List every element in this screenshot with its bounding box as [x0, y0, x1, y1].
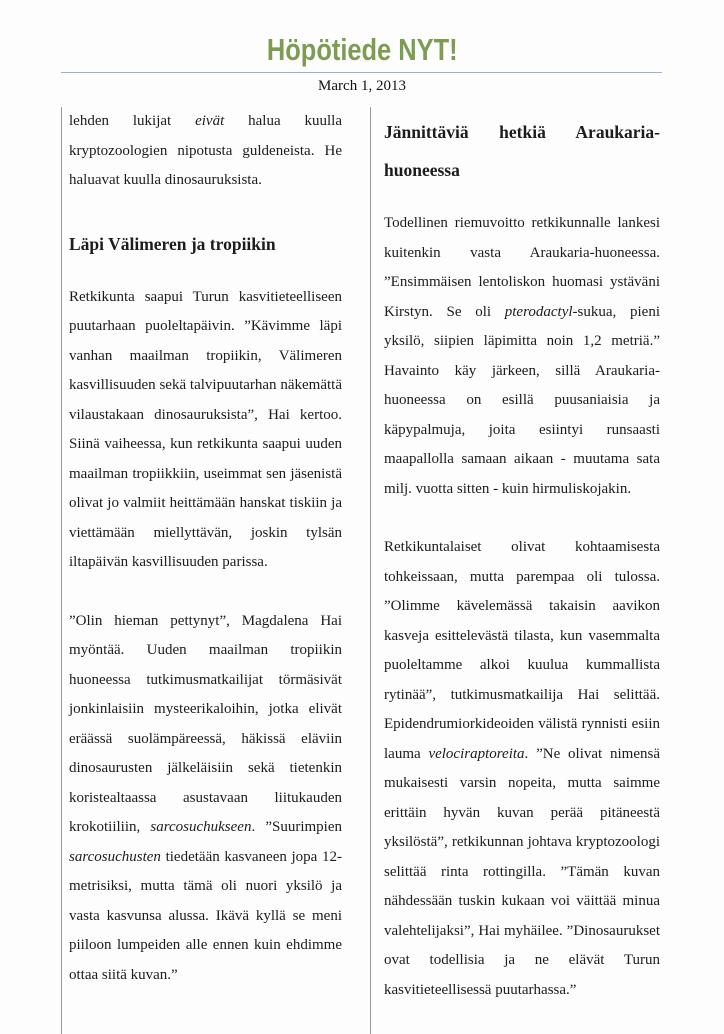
- text-run: tiedetään kasvaneen jopa 12-metrisiksi, mutta tämä oli nuori yksilö ja vasta kasvunsa alussa. Ikävä kyllä se meni piiloon lumpeiden alle ennen kuin ehdimme ottaa siitä kuvan.”: [69, 848, 342, 983]
- column-left: [61, 107, 342, 1034]
- newsletter-title: Höpötiede NYT!: [266, 32, 458, 67]
- text-run: Retkikunta saapui Turun kasvitieteelliseen puutarhaan puoleltapäivin. ”Kävimme läpi vanhan maailman tropiikin, Välimeren kasvillisuuden sekä talvipuutarhan näkemättä vilaustakaan dinosauruksista”, Hai kertoo. Siinä vaiheessa, kun retkikunta saapui uuden maailman tropiikkiin, useimmat sen jäsenistä olivat jo valmiit heittämään hanskat tiskiin ja viettämään miellyttävän, joskin tylsän iltapäivän kasvillisuuden parissa.: [69, 288, 342, 570]
- italic-term: eivät: [195, 113, 225, 129]
- text-run: Todellinen riemuvoitto retkikunnalle lankesi kuitenkin vasta Araukaria-huoneessa. ”Ensimmäisen lentoliskon huomasi ystäväni Kirstyn. Se oli: [384, 215, 660, 320]
- article-paragraph: [384, 209, 660, 504]
- text-run: lehden lukijat: [69, 113, 196, 129]
- article-paragraph: [384, 533, 660, 1005]
- article-columns: [61, 107, 660, 1034]
- issue-date: March 1, 2013: [318, 78, 406, 94]
- text-run: . ”Suurimpien: [251, 819, 342, 835]
- text-run: halua kuulla kryptozoologien nipotusta guldeneista. He haluavat kuulla dinosauruksista.: [69, 113, 342, 188]
- column-right: [370, 107, 660, 1034]
- header-rule: [61, 72, 662, 73]
- masthead: [0, 0, 724, 65]
- section-heading: Läpi Välimeren ja tropiikin: [69, 233, 276, 254]
- article-paragraph: [69, 283, 342, 578]
- italic-term: sarcosuchusten: [69, 848, 161, 865]
- text-run: Retkikuntalaiset olivat kohtaamisesta tohkeissaan, mutta parempaa oli tulossa. ”Olimme kävelemässä takaisin aavikon kasveja esittelevästä tilasta, kun vasemmalta puoleltamme alkoi kuulua kummallista rytinää”, tutkimusmatkailija Hai selittää. Epidendrumiorkideoiden välistä rynnisti esiin lauma: [384, 539, 660, 762]
- italic-term: sarcosuchukseen: [150, 819, 252, 835]
- text-run: ”Olin hieman pettynyt”, Magdalena Hai myöntää. Uuden maailman tropiikin huoneessa tutkimusmatkailijat törmäsivät jonkinlaisiin mysteerikaloihin, jotka elivät eräässä suolämpäreessä, häkissä eläviin dinosaurusten jälkeläisiin sekä tietenkin koristealtaassa asustavaan liitukauden krokotiiliin,: [69, 612, 342, 835]
- section-heading: Jännittäviä hetkiä Araukaria-huoneessa: [384, 122, 660, 180]
- italic-term: pterodactyl: [504, 303, 573, 320]
- italic-term: velociraptoreita: [428, 745, 525, 762]
- article-paragraph: [69, 107, 342, 196]
- article-paragraph: [69, 607, 342, 991]
- text-run: . ”Ne olivat nimensä mukaisesti varsin nopeita, mutta saimme erittäin hyvän kuvan perää pitäneestä yksilöstä”, retkikunnan johtava kryptozoologi selittää rinta rottingilla. ”Tämän kuvan nähdessään tuskin kukaan voi väittää minua valehtelijaksi”, Hai myhäilee. ”Dinosaurukset ovat todellisia ja ne elävät Turun kasvitieteellisessä puutarhassa.”: [384, 745, 660, 998]
- text-run: -sukua, pieni yksilö, siipien läpimitta noin 1,2 metriä.” Havainto käy järkeen, sillä Araukaria-huoneessa on esillä puusaniaisia ja käpypalmuja, joita esiintyi runsaasti maapallolla samaan aikaan - muutama sata milj. vuotta sitten - kuin hirmuliskojakin.: [384, 303, 660, 497]
